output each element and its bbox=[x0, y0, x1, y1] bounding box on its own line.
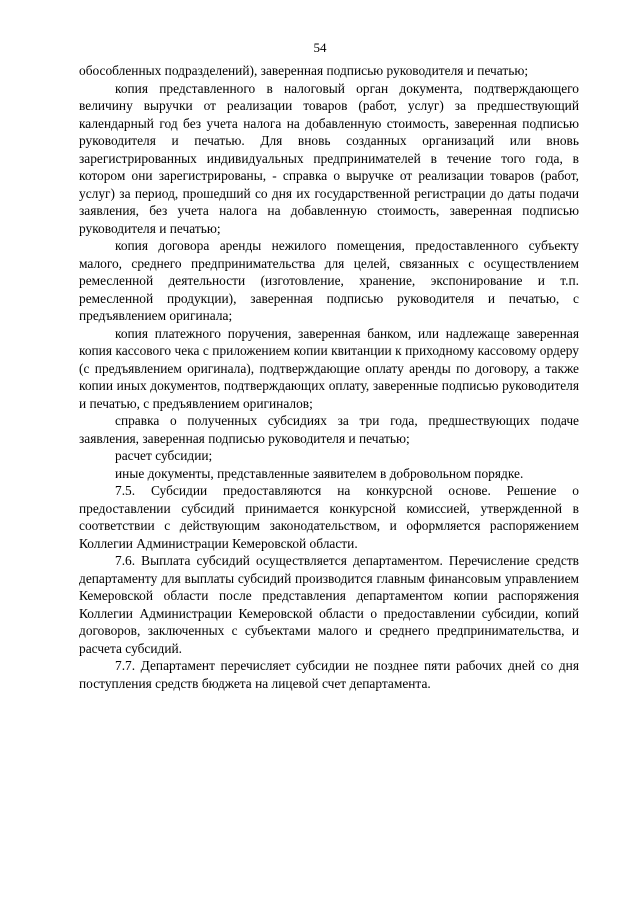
paragraph-revenue-document: копия представленного в налоговый орган документа, подтверждающего величину выручки от реализации товаров (работ, услуг) за предшествующий календарный год без учета налога на добавленную стоимость, заверенная подписью руководителя и печатью. Для вновь созданных организаций или вновь зарегистрированных индивидуальных предпринимателей в течение того года, в котором они зарегистрированы, - справка о выручке от реализации товаров (работ, услуг) за период, прошедший со дня их государственной регистрации до даты подачи заявления, без учета налога на добавленную стоимость, заверенная подписью руководителя и печатью; bbox=[79, 80, 579, 236]
paragraph-section-7-6: 7.6. Выплата субсидий осуществляется департаментом. Перечисление средств департаменту для выплаты субсидий производится главным финансовым управлением Кемеровской области после представления департаментом копии распоряжения Коллегии Администрации Кемеровской области о предоставлении субсидии, копий договоров, заключенных с субъектами малого и среднего предпринимательства, и расчета субсидий. bbox=[79, 553, 579, 656]
document-body bbox=[79, 62, 579, 692]
paragraph-lease-agreement: копия договора аренды нежилого помещения, предоставленного субъекту малого, среднего предпринимательства для целей, связанных с осуществлением ремесленной деятельности (изготовление, хранение, экспонирование и т.п. ремесленной продукции), заверенная подписью руководителя и печатью, с предъявлением оригинала; bbox=[79, 238, 579, 323]
paragraph-section-7-5: 7.5. Субсидии предоставляются на конкурсной основе. Решение о предоставлении субсидий принимается конкурсной комиссией, утвержденной в соответствии с действующим законодательством, и оформляется распоряжением Коллегии Администрации Кемеровской области. bbox=[79, 483, 579, 551]
page-number: 54 bbox=[313, 40, 327, 55]
paragraph-continuation: обособленных подразделений), заверенная подписью руководителя и печатью; bbox=[79, 63, 529, 78]
paragraph-subsidy-calculation: расчет субсидии; bbox=[115, 448, 213, 463]
paragraph-payment-order: копия платежного поручения, заверенная банком, или надлежаще заверенная копия кассового чека с приложением копии квитанции к приходному кассовому ордеру (с предъявлением оригинала), подтверждающие оплату аренды по договору, а также копии иных документов, подтверждающих оплату, заверенные подписью руководителя и печатью, с предъявлением оригиналов; bbox=[79, 325, 579, 411]
paragraph-subsidies-certificate: справка о полученных субсидиях за три года, предшествующих подаче заявления, заверенная подписью руководителя и печатью; bbox=[79, 413, 579, 446]
paragraph-section-7-7: 7.7. Департамент перечисляет субсидии не позднее пяти рабочих дней со дня поступления средств бюджета на лицевой счет департамента. bbox=[79, 658, 579, 691]
paragraph-other-documents: иные документы, представленные заявителем в добровольном порядке. bbox=[115, 465, 524, 481]
